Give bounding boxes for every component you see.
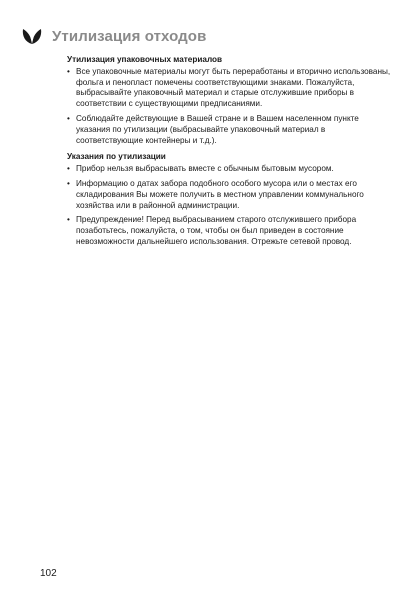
bullet-mark: • (67, 113, 70, 123)
bullet-mark: • (67, 66, 70, 76)
page-title: Утилизация отходов (52, 27, 207, 45)
list-item-text: Прибор нельзя выбрасывать вместе с обычным бытовым мусором. (76, 164, 334, 174)
list-item-text: Информацию о датах забора подобного особого мусора или о местах его складирования Вы можете получить в местном управлении коммунального хозяйства или в районной администрации. (76, 178, 364, 210)
list-item (67, 114, 392, 146)
list-item (67, 215, 392, 247)
list-item-text: Соблюдайте действующие в Вашей стране и в Вашем населенном пункте указания по утилизации (выбрасывайте упаковочный материал в соответствующие контейнеры и т.д.). (76, 113, 359, 145)
list-item (67, 67, 392, 110)
list-item-text: Предупреждение! Перед выбрасыванием старого отслужившего прибора позаботьтесь, пожалуйста, о том, чтобы он был приведен в состояние невозможности дальнейшего использования. Отрежьте сетевой провод. (76, 215, 357, 246)
recycle-leaf-icon (21, 26, 43, 46)
page-number: 102 (40, 568, 57, 579)
document-body (67, 55, 392, 252)
bullet-mark: • (67, 164, 70, 174)
list-item (67, 164, 392, 175)
section-disposal (67, 152, 392, 247)
bullet-list (67, 67, 392, 147)
bullet-mark: • (67, 178, 70, 188)
list-item (67, 179, 392, 211)
bullet-list (67, 164, 392, 248)
list-item-text: Все упаковочные материалы могут быть переработаны и вторично использованы, фольга и пенопласт помечены соответствующими знаками. Пожалуйста, выбрасывайте упаковочный материал и старые отслужившие приборы в соответствии с существующими предписаниями. (76, 66, 391, 109)
section-packaging (67, 55, 392, 146)
page-header (21, 26, 206, 46)
section-heading: Указания по утилизации (67, 152, 166, 162)
bullet-mark: • (67, 215, 70, 225)
section-heading: Утилизация упаковочных материалов (67, 55, 223, 64)
